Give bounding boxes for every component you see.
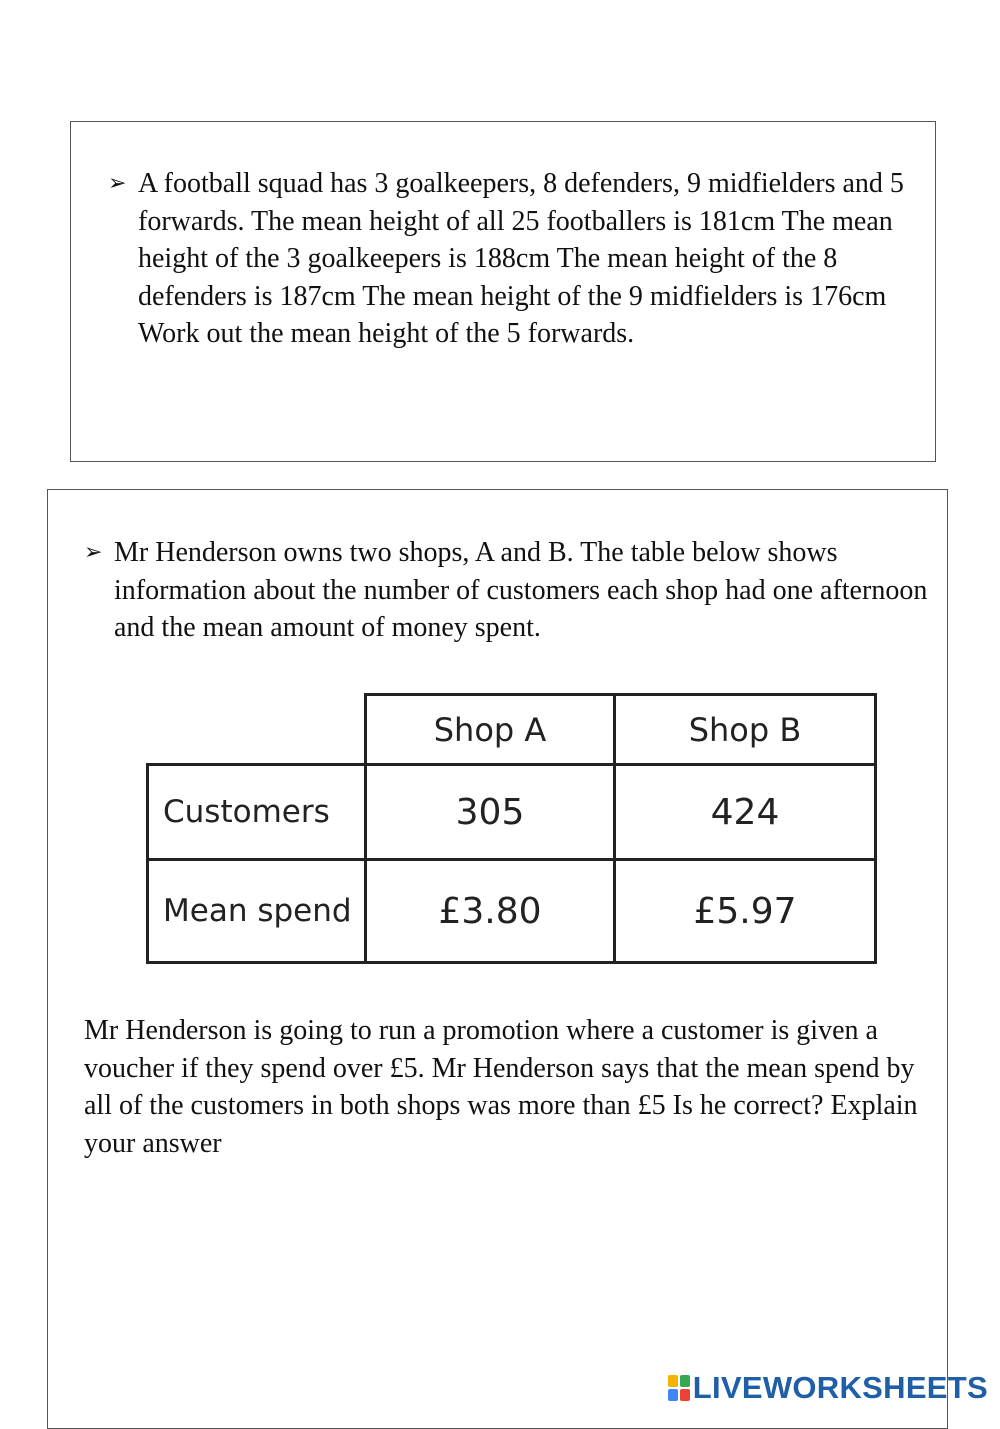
logo-square bbox=[680, 1375, 690, 1387]
logo-square bbox=[680, 1389, 690, 1401]
logo-text: LIVEWORKSHEETS bbox=[692, 1370, 988, 1405]
question-1-text-block bbox=[108, 165, 928, 353]
shop-table bbox=[146, 693, 878, 965]
row-label-mean-spend: Mean spend bbox=[163, 893, 352, 929]
table-line bbox=[874, 693, 877, 964]
question-2-followup: Mr Henderson is going to run a promotion where a customer is given a voucher if they spend over £5. Mr Henderson says that the mean spend by all of the customers in both shops was more than £5 Is he correct? Explain your answer bbox=[84, 1015, 918, 1159]
table-line bbox=[146, 961, 877, 964]
arrow-bullet-icon: ➢ bbox=[108, 171, 127, 196]
question-1-card bbox=[70, 121, 936, 462]
column-header-shop-b: Shop B bbox=[688, 710, 802, 749]
liveworksheets-logo bbox=[668, 1370, 988, 1406]
question-1-text: A football squad has 3 goalkeepers, 8 defenders, 9 midfielders and 5 forwards. The mean height of all 25 footballers is 181cm The mean height of the 3 goalkeepers is 188cm The mean height of the 8 defenders is 187cm The mean height of the 9 midfielders is 176cm Work out the mean height of the 5 forwards. bbox=[138, 168, 904, 349]
logo-square bbox=[668, 1375, 678, 1387]
question-2-intro-block bbox=[84, 534, 954, 647]
table-cell-mean-spend-shop-a: £3.80 bbox=[438, 890, 542, 932]
table-cell-mean-spend-shop-b: £5.97 bbox=[693, 890, 797, 932]
question-2-card bbox=[47, 489, 948, 1429]
liveworksheets-logo-icon bbox=[668, 1375, 690, 1401]
table-cell-customers-shop-b: 424 bbox=[710, 791, 780, 833]
row-label-customers: Customers bbox=[163, 794, 330, 830]
arrow-bullet-icon: ➢ bbox=[84, 540, 103, 565]
column-header-shop-a: Shop A bbox=[433, 710, 547, 749]
table-cell-customers-shop-a: 305 bbox=[455, 791, 525, 833]
logo-square bbox=[668, 1389, 678, 1401]
question-2-intro: Mr Henderson owns two shops, A and B. The table below shows information about the number of customers each shop had one afternoon and the mean amount of money spent. bbox=[114, 537, 928, 643]
